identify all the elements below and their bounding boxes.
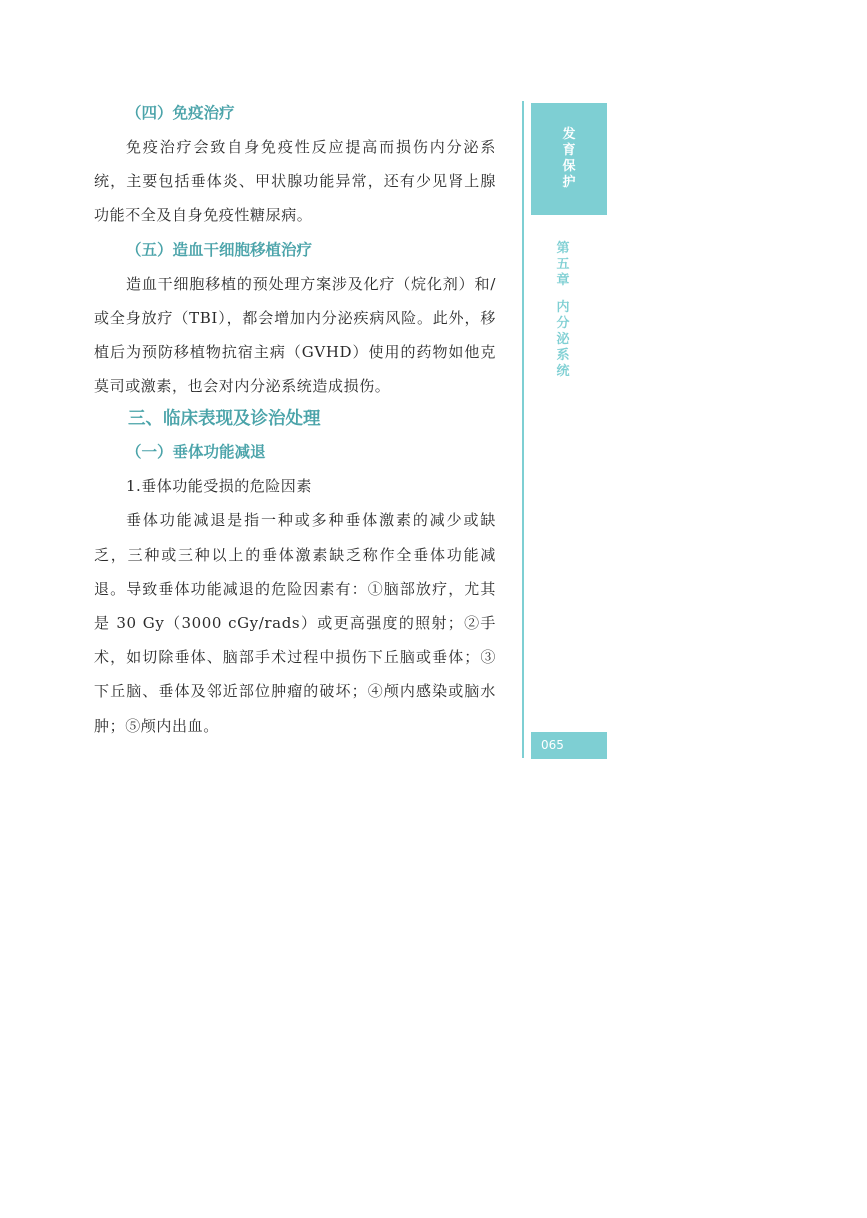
page-number-box [531,732,607,759]
sidebar-block [531,103,607,215]
chapter-number: 第五章 [556,241,570,288]
section-heading-immunotherapy: （四）免疫治疗 [126,104,235,122]
vertical-divider [522,101,524,758]
main-content [94,96,496,743]
paragraph-immunotherapy: 免疫治疗会致自身免疫性反应提高而损伤内分泌系统，主要包括垂体炎、甲状腺功能异常，还有少见肾上腺功能不全及自身免疫性糖尿病。 [94,138,496,225]
page-number: 065 [541,738,564,752]
section-heading-stem-cell: （五）造血干细胞移植治疗 [126,240,313,259]
paragraph-stem-cell: 造血干细胞移植的预处理方案涉及化疗（烷化剂）和/或全身放疗（TBI），都会增加内分泌疾病风险。此外，移植后为预防移植物抗宿主病（GVHD）使用的药物如他克莫司或激素，也会对内分泌系统造成损伤。 [94,274,496,396]
part-heading-clinical: 三、临床表现及诊治处理 [128,409,321,430]
chapter-title: 内分泌系统 [556,300,570,379]
sidebar-block-label: 发育保护 [562,127,576,190]
paragraph-pituitary: 垂体功能减退是指一种或多种垂体激素的减少或缺乏，三种或三种以上的垂体激素缺乏称作全垂体功能减退。导致垂体功能减退的危险因素有：①脑部放疗，尤其是 30 Gy（3000 cGy/rads）或更高强度的照射；②手术，如切除垂体、脑部手术过程中损伤下丘脑或垂体；③下丘脑、垂体及邻近部位肿瘤的破坏；④颅内感染或脑水肿；⑤颅内出血。 [94,511,496,735]
subsection-heading-pituitary: （一）垂体功能减退 [126,443,266,462]
item-title-risk-factors: 1.垂体功能受损的危险因素 [126,477,312,496]
